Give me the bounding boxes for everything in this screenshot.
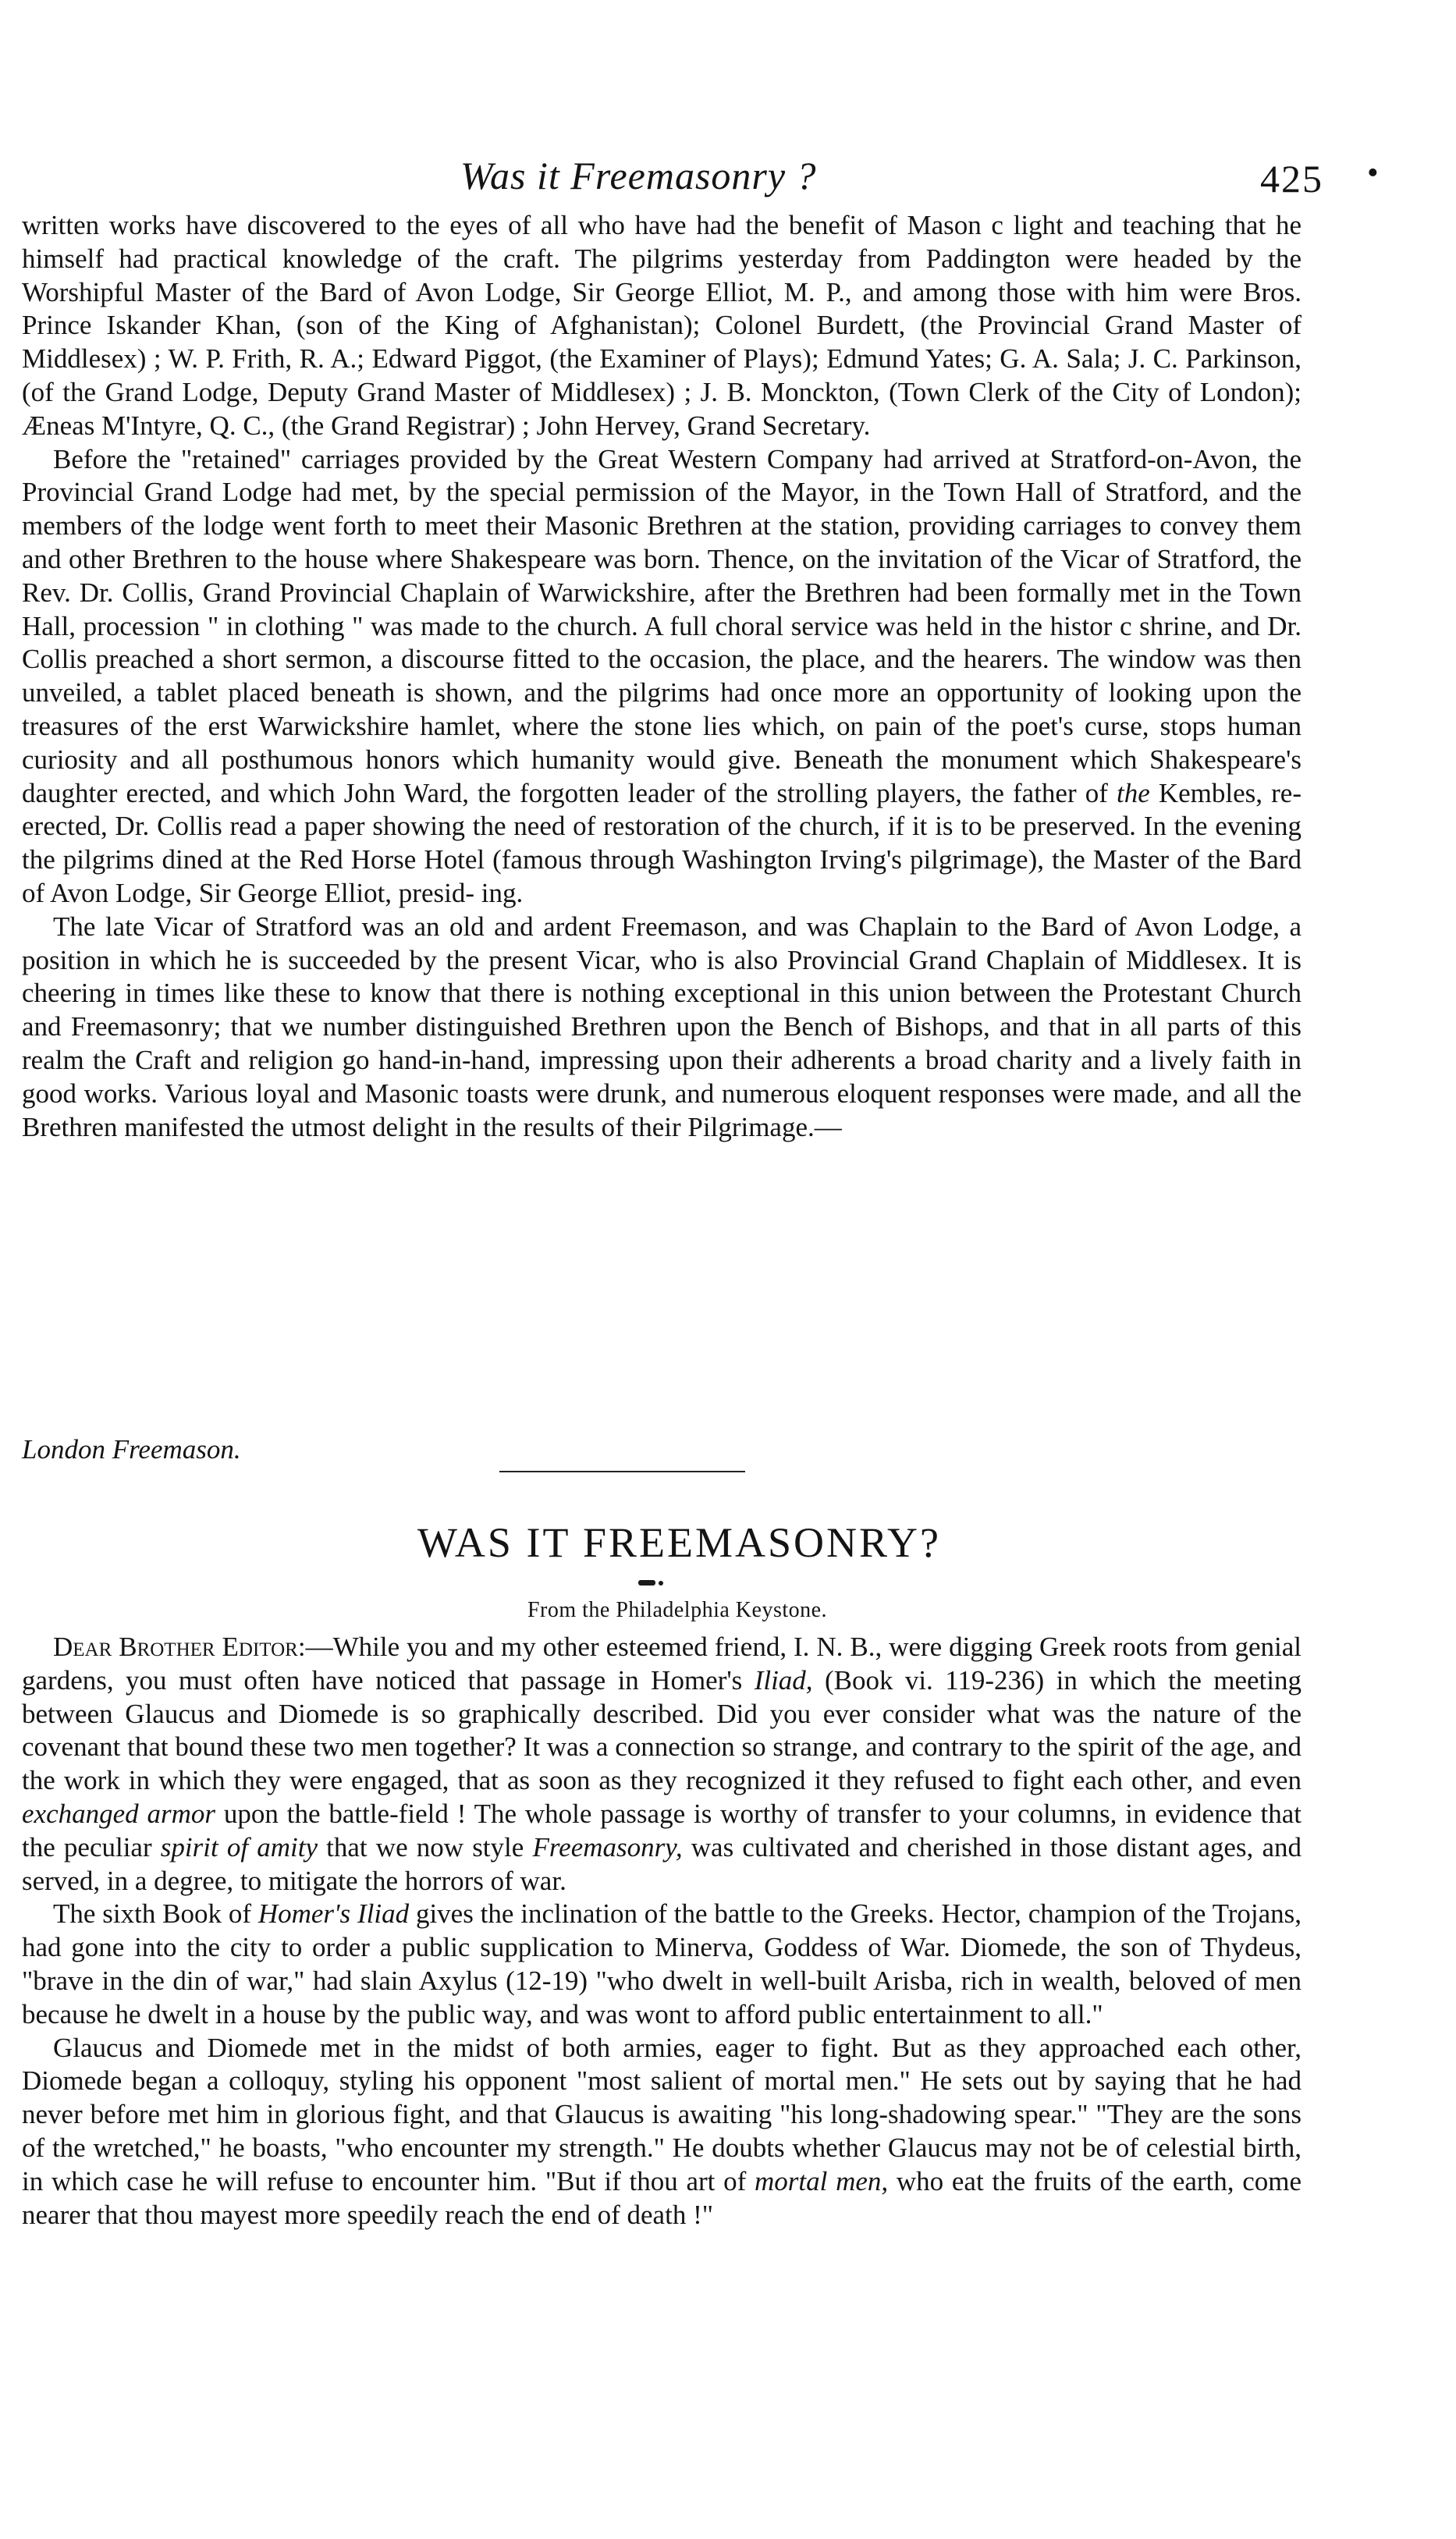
- paragraph: [22, 2032, 1302, 2232]
- article-london-freemason: [22, 209, 1302, 1144]
- paragraph: [22, 1631, 1302, 1898]
- paragraph-text: Before the "retained" carriages provided by the Great Western Company had arrived at Stratford-on-Avon, the Provincial Grand Lodge had met, by the special permission of the Mayor, in the Town Hall of Stratford, and the members of the lodge went forth to meet their Masonic Brethren at the station, providing carriages to convey them and other Brethren to the house where Shakespeare was born. Thence, on the invitation of the Vicar of Stratford, the Rev. Dr. Collis, Grand Provincial Chaplain of Warwickshire, after the Brethren had been formally met in the Town Hall, procession " in clothing " was made to the church. A full choral service was held in the histor c shrine, and Dr. Collis preached a short sermon, a discourse fitted to the occasion, the place, and the hearers. The window was then unveiled, a tablet placed beneath is shown, and the pilgrims had once more an opportunity of looking upon the treasures of the erst Warwickshire hamlet, where the stone lies which, on pain of the poet's curse, stops human curiosity and all posthumous honors which humanity would give. Beneath the monument which Shakespeare's daughter erected, and which John Ward, the forgotten leader of the strolling players, the father of: [22, 443, 1302, 808]
- section-title: [0, 1518, 1456, 1567]
- paragraph-text: Glaucus and Diomede met in the midst of both armies, eager to fight. But as they approached each other, Diomede began a colloquy, styling his opponent "most salient of mortal men." He sets out by saying that he had never before met him in glorious fight, and that Glaucus is awaiting "his long-shadowing spear." "They are the sons of the wretched," he boasts, "who encounter my strength." He doubts whether Glaucus may not be of celestial birth, in which case he will refuse to encounter him. "But if thou art of: [22, 2032, 1302, 2196]
- source-line: [0, 1598, 1456, 1623]
- paragraph-text: who eat the fruits of the earth, come nearer that thou mayest more speedily reach the end of death !": [22, 2165, 1302, 2230]
- source-line-text: From the Philadelphia Keystone.: [527, 1598, 828, 1622]
- italic-phrase: spirit of amity: [160, 1831, 318, 1863]
- margin-mark: •: [1367, 155, 1379, 191]
- paragraph-text: that we now style: [326, 1831, 524, 1863]
- paragraph-text: The sixth Book of: [53, 1898, 251, 1930]
- source-attribution: London Freemason.: [22, 1434, 241, 1465]
- paragraph-text: (Book vi. 119-236) in which the meeting between Glaucus and Diomede is so graphically described. Did you ever consider what was the nature of the covenant that bound these two men together? It was a connection so strange, and contrary to the spirit of the age, and the work in which they were engaged, that as soon as they recognized it they refused to fight each other, and even: [22, 1664, 1302, 1796]
- paragraph: [22, 1898, 1302, 2031]
- italic-title: Iliad,: [754, 1664, 813, 1696]
- page-number: 425: [1260, 157, 1323, 201]
- running-head: [0, 153, 1456, 208]
- italic-phrase: Freemasonry,: [532, 1831, 683, 1863]
- paragraph-text: :—While you and my other esteemed friend, I. N. B., were digging Greek roots from genial gardens, you must often have noticed that passage in Homer's: [22, 1632, 1302, 1696]
- italic-phrase: mortal men,: [755, 2165, 889, 2196]
- article-was-it-freemasonry: [22, 1631, 1302, 2232]
- paragraph-text: was cultivated and cherished in those distant ages, and served, in a degree, to mitigate the horrors of war.: [22, 1831, 1302, 1896]
- paragraph: written works have discovered to the eyes of all who have had the benefit of Mason c light and teaching that he himself had practical knowledge of the craft. The pilgrims yesterday from Paddington were headed by the Worshipful Master of the Bard of Avon Lodge, Sir George Elliot, M. P., and among those with him were Bros. Prince Iskander Khan, (son of the King of Afghanistan); Colonel Burdett, (the Provincial Grand Master of Middlesex) ; W. P. Frith, R. A.; Edward Piggot, (the Examiner of Plays); Edmund Yates; G. A. Sala; J. C. Parkinson, (of the Grand Lodge, Deputy Grand Master of Middlesex) ; J. B. Monckton, (Town Clerk of the City of London); Æneas M'Intyre, Q. C., (the Grand Registrar) ; John Hervey, Grand Secretary.: [22, 210, 1302, 441]
- paragraph-text: Kembles, re-erected, Dr. Collis read a paper showing the need of restoration of the church, if it is to be preserved. In the evening the pilgrims dined at the Red Horse Hotel (famous through Washington Irving's pilgrimage), the Master of the Bard of Avon Lodge, Sir George Elliot, presid- ing.: [22, 777, 1302, 908]
- section-title-text: WAS IT FREEMASONRY?: [417, 1519, 942, 1566]
- paragraph-text: upon the battle-field ! The whole passage is worthy of transfer to your columns, in evidence that the peculiar: [22, 1798, 1302, 1863]
- section-divider: [499, 1471, 745, 1472]
- salutation: Dear Brother Editor: [53, 1632, 298, 1662]
- paragraph: The late Vicar of Stratford was an old and ardent Freemason, and was Chaplain to the Bard of Avon Lodge, a position in which he is succeeded by the present Vicar, who is also Provincial Grand Chaplain of Middlesex. It is cheering in times like these to know that there is nothing exceptional in this union between the Protestant Church and Freemasonry; that we number distinguished Brethren upon the Bench of Bishops, and that in all parts of this realm the Craft and religion go hand-in-hand, impressing upon their adherents a broad charity and a lively faith in good works. Various loyal and Masonic toasts were drunk, and numerous eloquent responses were made, and all the Brethren manifested the utmost delight in the results of their Pilgrimage.—: [22, 911, 1302, 1142]
- running-title: Was it Freemasonry ?: [460, 154, 817, 197]
- italic-phrase: exchanged armor: [22, 1798, 216, 1829]
- paragraph: [22, 443, 1302, 911]
- paragraph-text: gives the inclination of the battle to the Greeks. Hector, champion of the Trojans, had gone into the city to order a public supplication to Minerva, Goddess of War. Diomede, the son of Thydeus, "brave in the din of war," had slain Axylus (12-19) "who dwelt in well-built Arisba, rich in wealth, beloved of men because he dwelt in a house by the public way, and was wont to afford public entertainment to all.": [22, 1898, 1302, 2029]
- ornament-icon: [638, 1580, 655, 1586]
- italic-title: Homer's Iliad: [257, 1898, 410, 1930]
- italic-word: the: [1117, 777, 1150, 808]
- ornament-dot-icon: [659, 1581, 663, 1586]
